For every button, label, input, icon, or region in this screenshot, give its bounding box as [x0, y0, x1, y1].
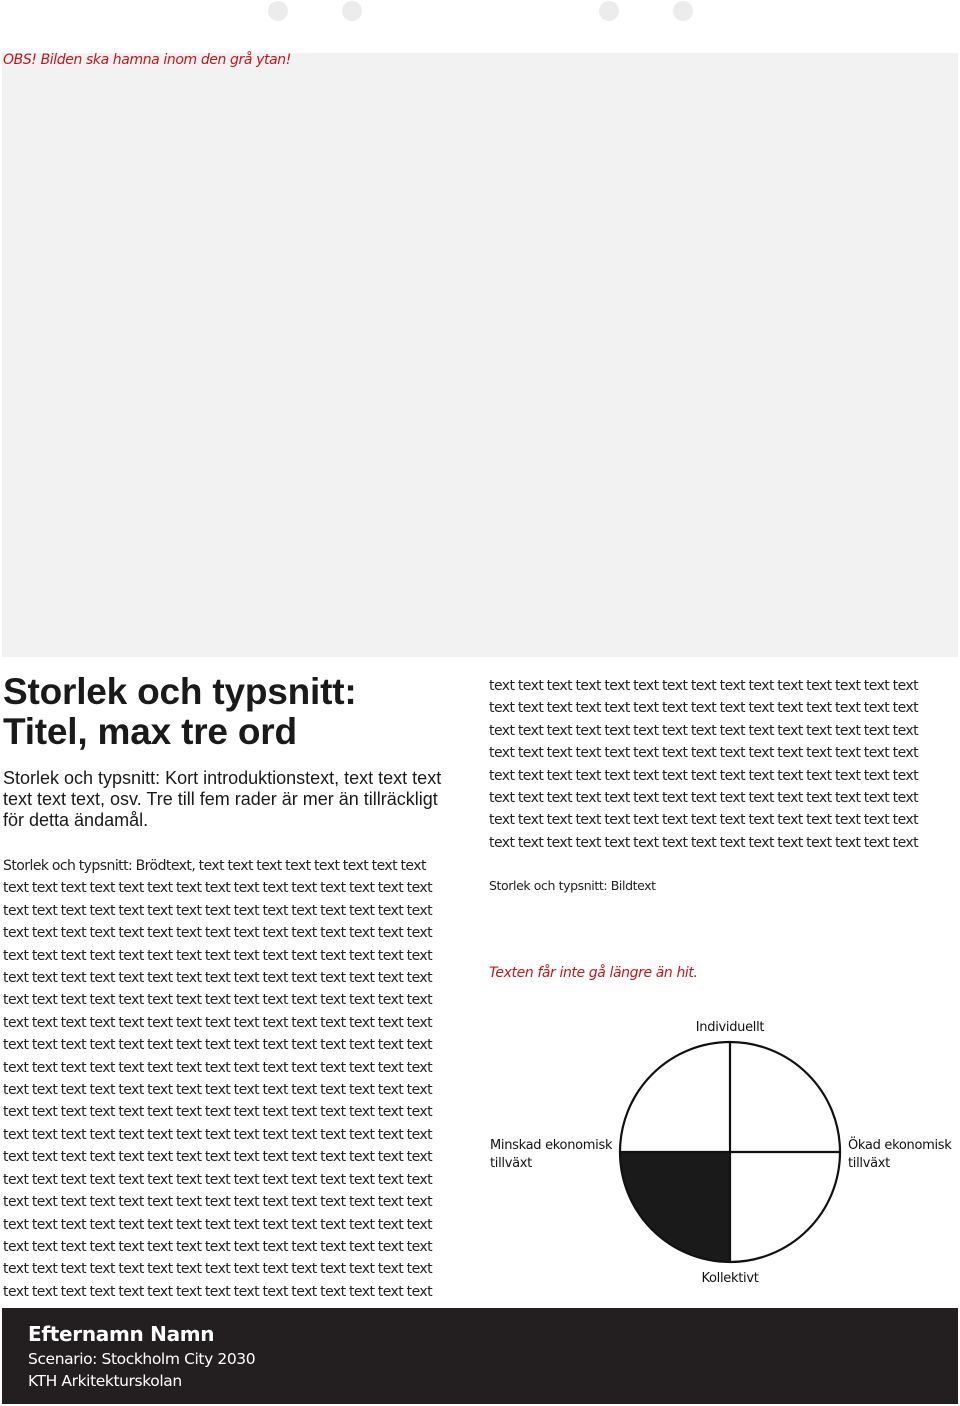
intro-text: Storlek och typsnitt: Kort introduktionstext, text text text text text text, osv. Tre till fem rader är mer än tillräckligt för detta ändamål.: [3, 768, 442, 830]
school-label: KTH Arkitekturskolan: [28, 1372, 182, 1390]
label-bottom: Kollektivt: [701, 1271, 759, 1286]
right-column-text: text text text text text text text text text text text text text text text text text text text text text text text text text text text text text text text text text text text text text text text text text text text text text text text text text text text text text text text text text text text text text text text text text text text text text text text text text text text text text text text text text text text text text text text text text text text text text text text text text text text text text text text text text text text text text text text text text text text text text text text text: [489, 678, 919, 851]
image-caption: Storlek och typsnitt: Bildtext: [489, 878, 656, 893]
label-left-line-1: Minskad ekonomisk: [490, 1138, 613, 1153]
text-limit-notice: Texten får inte gå längre än hit.: [489, 965, 698, 981]
scenario-quadrant-diagram: [460, 1005, 960, 1300]
binder-hole-icon: [673, 1, 693, 21]
scenario-label: Scenario: Stockholm City 2030: [28, 1350, 256, 1368]
title-line-2: Titel, max tre ord: [3, 711, 297, 752]
title-line-1: Storlek och typsnitt:: [3, 671, 357, 712]
image-area-notice: OBS! Bilden ska hamna inom den grå ytan!: [3, 52, 291, 68]
binder-hole-icon: [342, 1, 362, 21]
label-top: Individuellt: [695, 1020, 765, 1035]
image-placeholder-area: [2, 53, 958, 657]
filled-quadrant-bottom-left: [620, 1152, 730, 1262]
label-right-line-1: Ökad ekonomisk: [848, 1138, 952, 1153]
label-left-line-2: tillväxt: [490, 1156, 532, 1171]
binder-hole-icon: [599, 1, 619, 21]
body-text: Storlek och typsnitt: Brödtext, text text text text text text text text text text text text text text text text text text text text text text text text text text text text text text text text text text text text text text text text text text text text text text text text text text text text text text text text text text text text text text text text text text text text text text text text text text text text text text text text text text text text text text text text text text text text text text text text text text text text text text text text text text text text text text text text text text text text text text text text text text text text text text text text text text text text text text text text text text text text text text text text text text text text text text text text text text text text text text text text text text text text text text text text text text text text text text text text text text text text text text text text text text text text text text text text text text text text text text text text text text text text text text text text text text text text text text text text text text text text text text text text text text text text text text text text text text text text text text text text text text text text text text text text text text text text text text text text text text text text text text text text text text text text text text text text text text text text text text text text text text text text text text text text text text text text text: [3, 858, 433, 1300]
author-name: Efternamn Namn: [28, 1322, 215, 1346]
page-title: [3, 672, 357, 752]
binder-hole-icon: [268, 1, 288, 21]
label-right-line-2: tillväxt: [848, 1156, 890, 1171]
footer-bar: [2, 1308, 958, 1404]
